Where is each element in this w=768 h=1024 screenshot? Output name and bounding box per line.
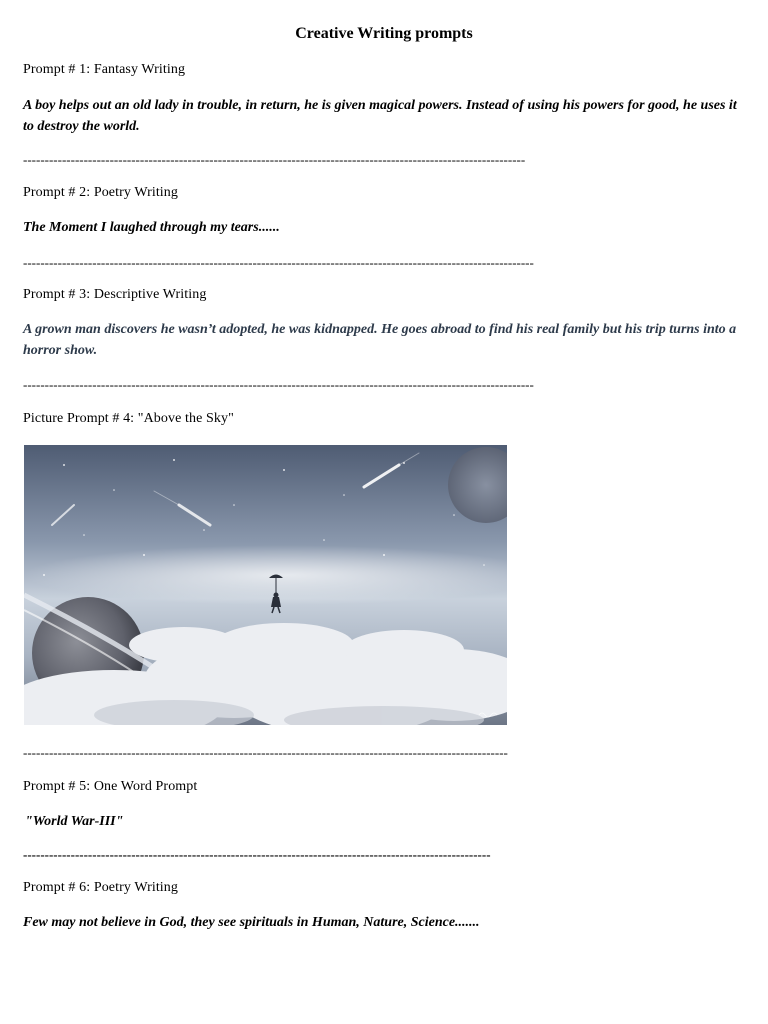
divider-5: ------------------------------------------------------------------------------------------------------------ — [23, 848, 491, 862]
prompt-5-label: Prompt # 5: One Word Prompt — [23, 779, 198, 794]
prompt-2-label: Prompt # 2: Poetry Writing — [23, 185, 179, 200]
page-title: Creative Writing prompts — [295, 25, 473, 42]
prompt-6-label: Prompt # 6: Poetry Writing — [23, 880, 179, 895]
above-the-sky-picture — [24, 445, 507, 725]
prompt-4-label: Picture Prompt # 4: "Above the Sky" — [23, 411, 234, 426]
prompt-1-label: Prompt # 1: Fantasy Writing — [23, 62, 186, 77]
divider-1: -------------------------------------------------------------------------------------------------------------------- — [23, 153, 526, 167]
prompt-3-text: A grown man discovers he wasn’t adopted, he was kidnapped. He goes abroad to find his real family but his trip turns into a horror show. — [23, 322, 737, 358]
divider-3: ---------------------------------------------------------------------------------------------------------------------- — [23, 378, 534, 392]
prompt-5-text: "World War-III" — [25, 814, 124, 829]
prompt-3-label: Prompt # 3: Descriptive Writing — [23, 287, 207, 302]
divider-4: ---------------------------------------------------------------------------------------------------------------- — [23, 746, 508, 760]
prompt-6-text: Few may not believe in God, they see spirituals in Human, Nature, Science....... — [23, 915, 480, 930]
prompt-2-text: The Moment I laughed through my tears...... — [23, 220, 280, 235]
divider-2: ---------------------------------------------------------------------------------------------------------------------- — [23, 256, 534, 270]
prompt-1-text: A boy helps out an old lady in trouble, in return, he is given magical powers. Instead of using his powers for good, he uses it to destroy the world. — [23, 98, 737, 134]
